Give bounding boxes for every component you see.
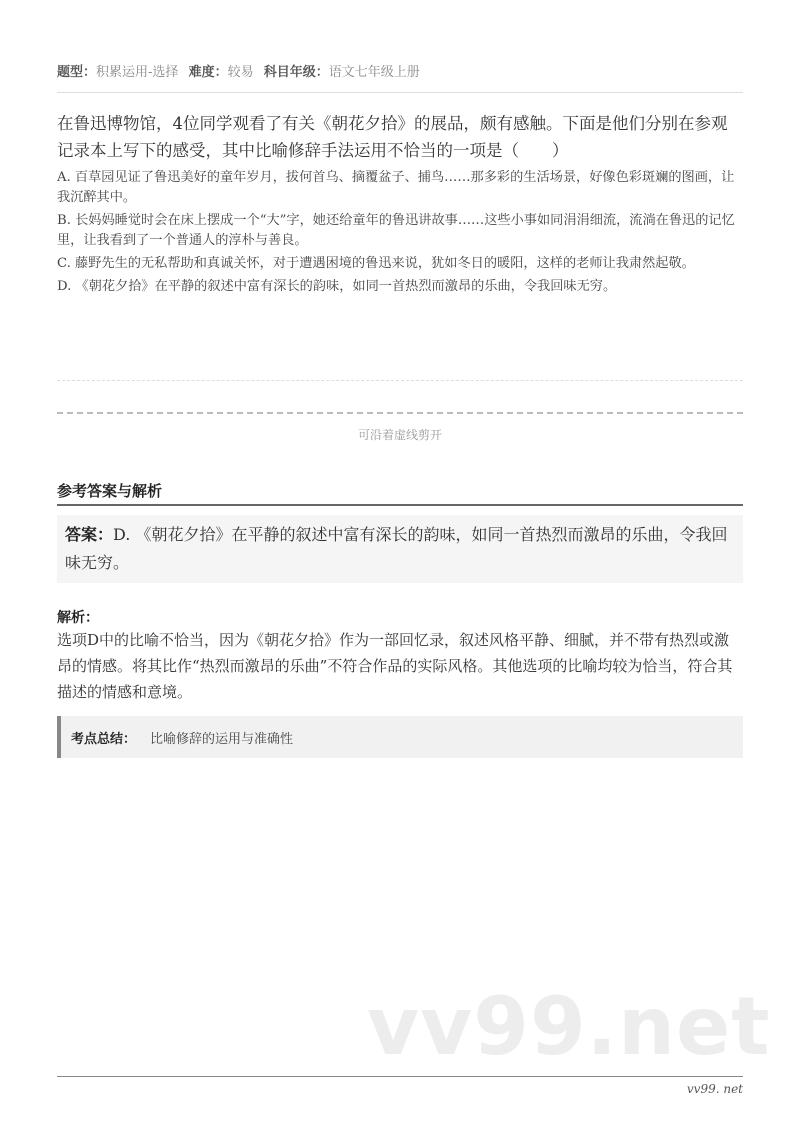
question-stem: 在鲁迅博物馆，4位同学观看了有关《朝花夕拾》的展品，颇有感触。下面是他们分别在参观记录本上写下的感受，其中比喻修辞手法运用不恰当的一项是（ ） (57, 114, 728, 160)
option-label: C. (57, 256, 71, 271)
answer-box (57, 515, 743, 583)
option-d (57, 277, 743, 297)
summary-text: 比喻修辞的运用与准确性 (150, 731, 294, 747)
option-label: B. (57, 213, 71, 228)
option-list (57, 168, 743, 300)
question-meta (57, 64, 426, 82)
option-a (57, 168, 743, 208)
analysis-text: 选项D中的比喻不恰当，因为《朝花夕拾》作为一部回忆录，叙述风格平静、细腻，并不带有热烈或激昂的情感。将其比作“热烈而激昂的乐曲”不符合作品的实际风格。其他选项的比喻均较为恰当，符合其描述的情感和意境。 (57, 631, 733, 701)
difficulty-value: 较易 (227, 65, 254, 80)
section-divider (57, 504, 743, 506)
type-label: 题型： (57, 65, 97, 80)
difficulty-label: 难度： (188, 65, 228, 80)
document-page (57, 0, 771, 1131)
option-text: 长妈妈睡觉时会在床上摆成一个“大”字，她还给童年的鲁迅讲故事……这些小事如同涓涓细流，流淌在鲁迅的记忆里，让我看到了一个普通人的淳朴与善良。 (57, 213, 735, 248)
meta-divider (57, 92, 743, 93)
option-text: 《朝花夕拾》在平静的叙述中富有深长的韵味，如同一首热烈而激昂的乐曲，令我回味无穷。 (75, 279, 617, 294)
answer-label: 答案： (65, 525, 114, 544)
summary-box (57, 716, 743, 758)
footer-site: vv99. net (686, 1082, 743, 1096)
answer-section-title: 参考答案与解析 (57, 482, 163, 500)
option-label: A. (57, 170, 71, 185)
cut-hint: 可沿着虚线剪开 (357, 428, 442, 442)
answer-text: D. 《朝花夕拾》在平静的叙述中富有深长的韵味，如同一首热烈而激昂的乐曲，令我回味无穷。 (65, 525, 728, 572)
answer-space-line (57, 380, 743, 381)
option-text: 藤野先生的无私帮助和真诚关怀，对于遭遇困境的鲁迅来说，犹如冬日的暖阳，这样的老师让我肃然起敬。 (75, 256, 695, 271)
option-b (57, 211, 743, 251)
footer-divider (57, 1076, 743, 1077)
summary-label: 考点总结： (71, 731, 137, 747)
analysis-label: 解析： (57, 610, 99, 626)
option-c (57, 254, 743, 274)
option-label: D. (57, 279, 72, 294)
option-text: 百草园见证了鲁迅美好的童年岁月，拔何首乌、摘覆盆子、捕鸟……那多彩的生活场景，好像色彩斑斓的图画，让我沉醉其中。 (57, 170, 735, 205)
type-value: 积累运用-选择 (96, 65, 179, 80)
subject-value: 语文七年级上册 (328, 65, 420, 80)
cut-line (57, 412, 743, 414)
subject-label: 科目年级： (263, 65, 329, 80)
watermark: vv99.net (367, 980, 771, 1073)
